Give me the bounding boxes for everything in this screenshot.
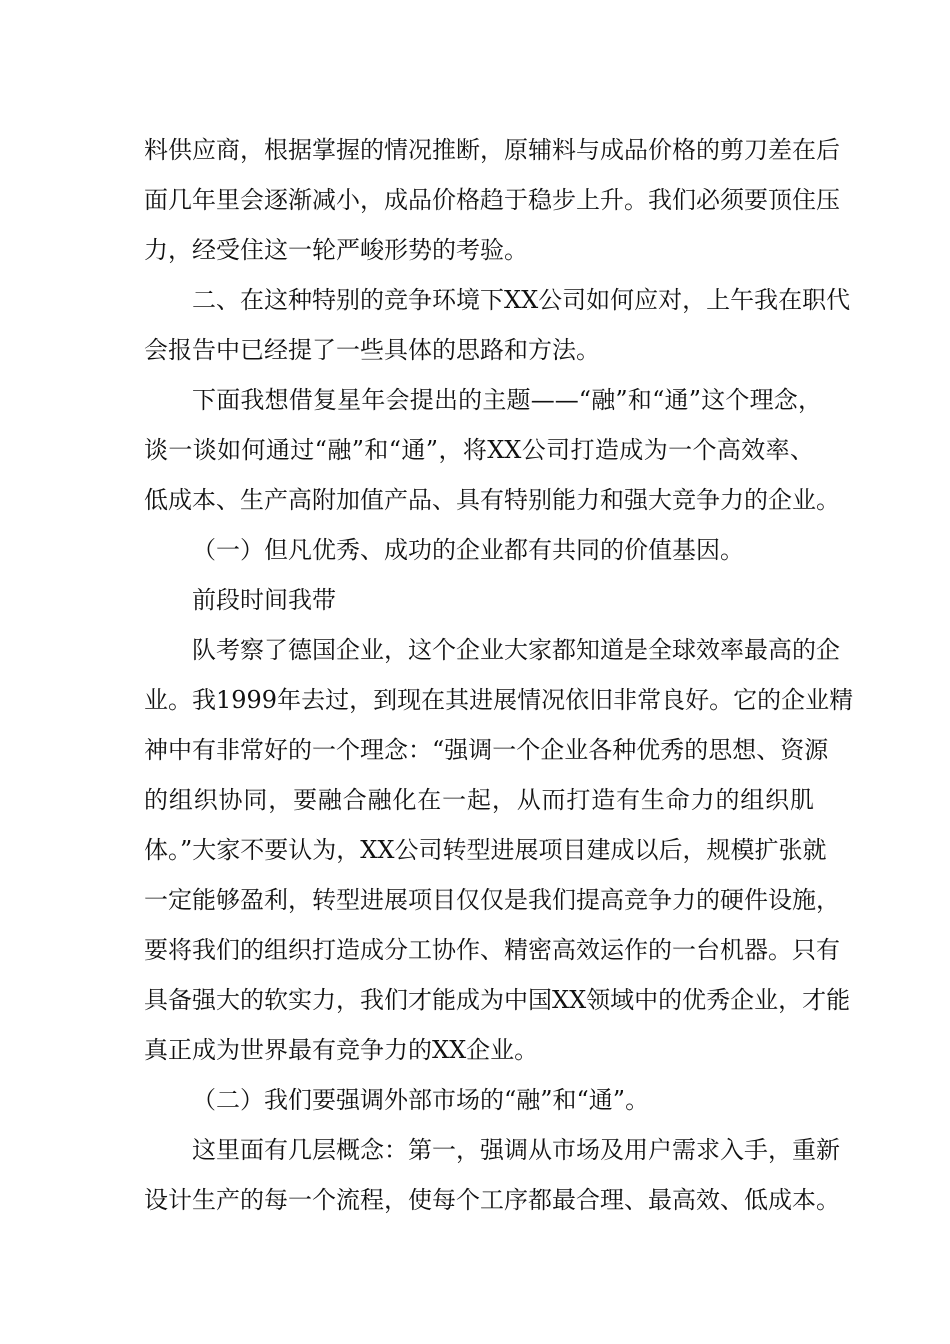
text-line: 体。”大家不要认为，XX公司转型进展项目建成以后，规模扩张就 [144, 836, 827, 864]
text-line: 会报告中已经提了一些具体的思路和方法。 [144, 336, 600, 364]
text-line: 面几年里会逐渐减小，成品价格趋于稳步上升。我们必须要顶住压 [144, 186, 840, 214]
text-line: 具备强大的软实力，我们才能成为中国XX领域中的优秀企业，才能 [144, 986, 851, 1014]
text-line: 一定能够盈利，转型进展项目仅仅是我们提高竞争力的硬件设施， [144, 886, 840, 914]
text-line: 二、在这种特别的竞争环境下XX公司如何应对，上午我在职代 [192, 286, 851, 314]
text-line: （一）但凡优秀、成功的企业都有共同的价值基因。 [192, 536, 744, 564]
text-line: 的组织协同，要融合融化在一起，从而打造有生命力的组织肌 [144, 786, 814, 814]
text-line: 力，经受住这一轮严峻形势的考验。 [144, 236, 528, 264]
text-line: （二）我们要强调外部市场的“融”和“通”。 [192, 1086, 650, 1114]
text-line: 设计生产的每一个流程，使每个工序都最合理、最高效、低成本。 [144, 1186, 840, 1214]
text-line: 料供应商，根据掌握的情况推断，原辅料与成品价格的剪刀差在后 [144, 136, 840, 164]
text-line: 这里面有几层概念：第一，强调从市场及用户需求入手，重新 [192, 1136, 840, 1164]
text-line: 神中有非常好的一个理念：“强调一个企业各种优秀的思想、资源 [144, 736, 829, 764]
text-line: 前段时间我带 [192, 586, 336, 614]
text-line: 谈一谈如何通过“融”和“通”，将XX公司打造成为一个高效率、 [144, 436, 814, 464]
text-line: 低成本、生产高附加值产品、具有特别能力和强大竞争力的企业。 [144, 486, 840, 514]
text-line: 要将我们的组织打造成分工协作、精密高效运作的一台机器。只有 [144, 936, 840, 964]
text-line: 真正成为世界最有竞争力的XX企业。 [144, 1036, 539, 1064]
text-line: 下面我想借复星年会提出的主题——“融”和“通”这个理念， [192, 386, 822, 414]
text-line: 业。我1999年去过，到现在其进展情况依旧非常良好。它的企业精 [144, 686, 854, 714]
text-line: 队考察了德国企业，这个企业大家都知道是全球效率最高的企 [192, 636, 840, 664]
